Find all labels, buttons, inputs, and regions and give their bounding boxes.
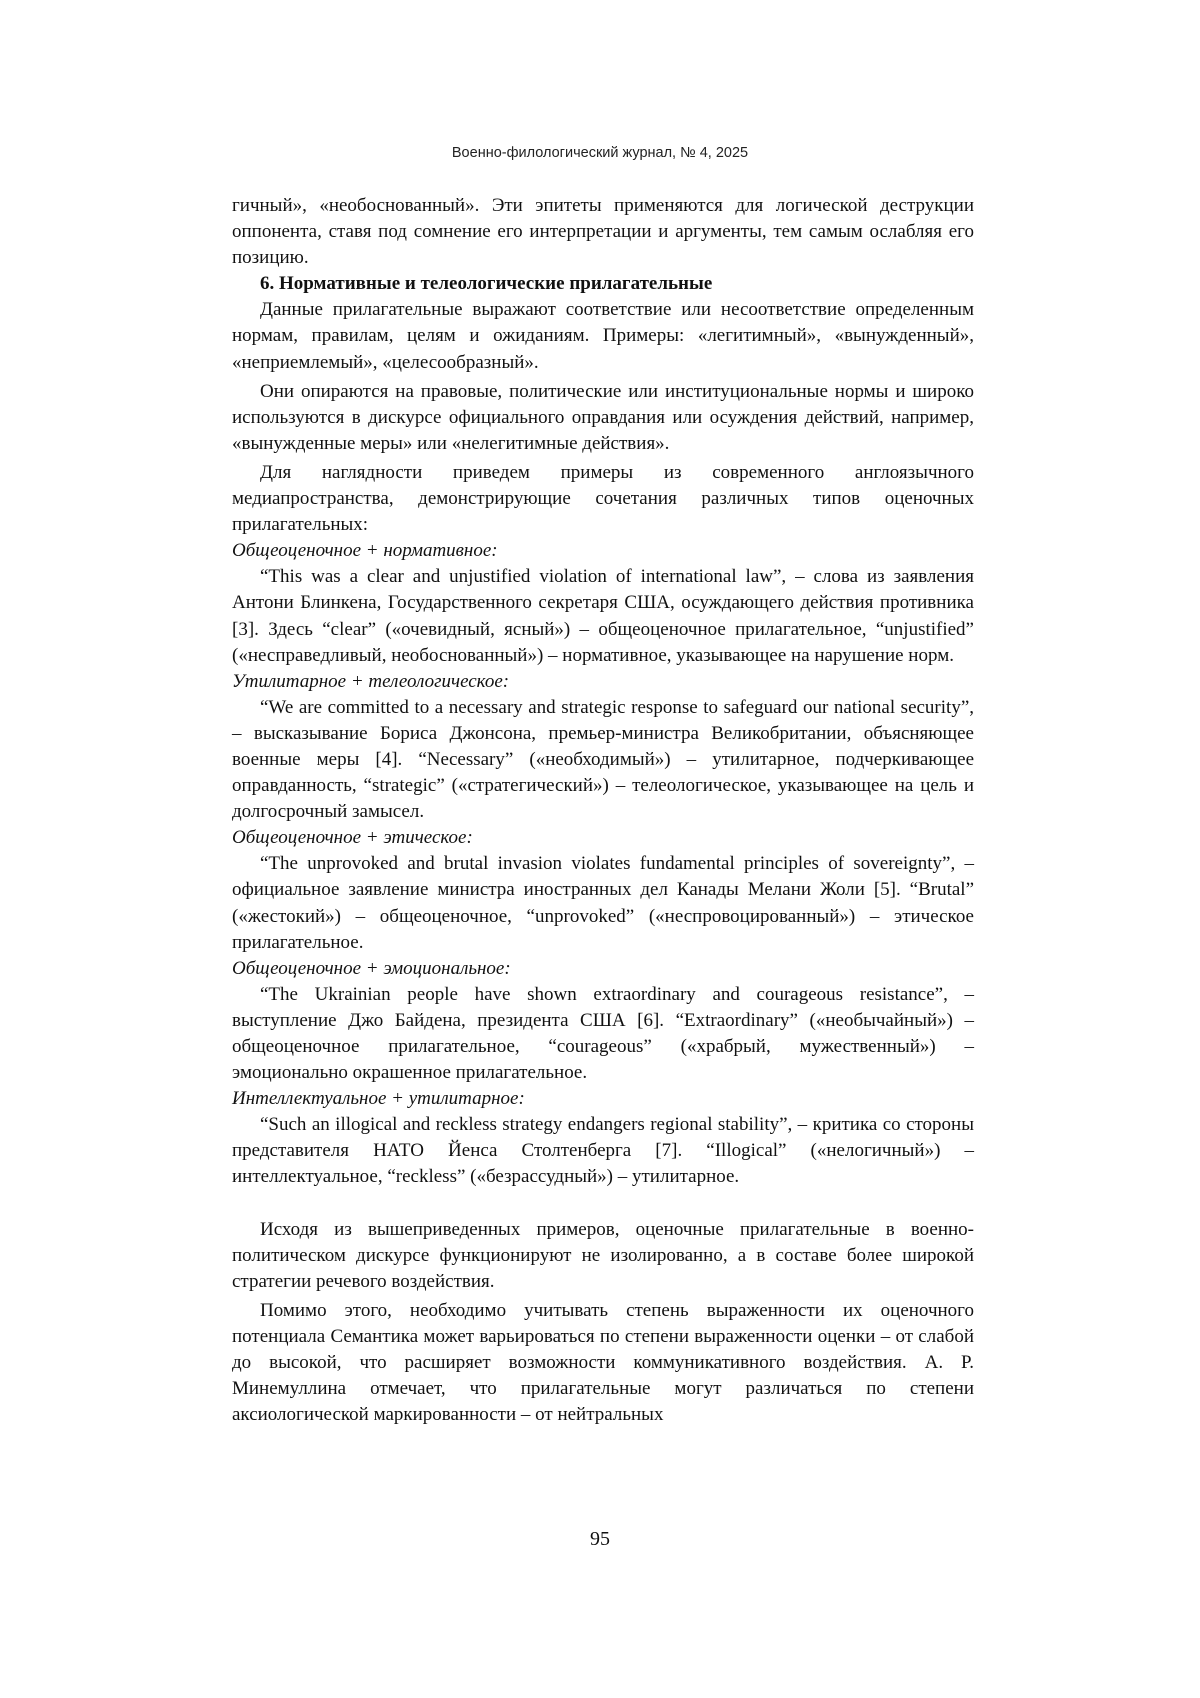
category-label: Общеоценочное + нормативное: <box>232 540 498 562</box>
category-label: Утилитарное + телеологическое: <box>232 670 510 692</box>
running-header: Военно-филологический журнал, № 4, 2025 <box>451 145 749 161</box>
paragraph: Исходя из вышеприведенных примеров, оценочные прилагательные в военно-политическом дискурсе функционируют не изолированно, а в составе более широкой стратегии речевого воздействия. <box>232 1218 974 1292</box>
example-paragraph: “The Ukrainian people have shown extraordinary and courageous resistance”, – выступление Джо Байдена, президента США [6]. “Extraordinary” («необычайный») – общеоценочное прилагательное, “courageous” («храбрый, мужественный») – эмоционально окрашенное прилагательное. <box>232 983 974 1084</box>
paragraph-continuation: гичный», «необоснованный». Эти эпитеты применяются для логической деструкции оппонента, ставя под сомнение его интерпретации и аргументы, тем самым ослабляя его позицию. <box>232 195 974 269</box>
example-paragraph: “We are committed to a necessary and strategic response to safeguard our national security”, – высказывание Бориса Джонсона, премьер-министра Великобритании, объясняющее военные меры [4]. “Necessary” («необходимый») – утилитарное, подчеркивающее оправданность, “strategic” («стратегический») – телеологическое, указывающее на цель и долгосрочный замысел. <box>232 696 974 823</box>
category-label: Общеоценочное + эмоциональное: <box>232 957 511 979</box>
example-paragraph: “Such an illogical and reckless strategy endangers regional stability”, – критика со стороны представителя НАТО Йенса Столтенберга [7]. “Illogical” («нелогичный») – интеллектуальное, “reckless” («безрассудный») – утилитарное. <box>232 1114 974 1188</box>
paragraph: Для наглядности приведем примеры из современного англоязычного медиапространства, демонстрирующие сочетания различных типов оценочных прилагательных: <box>232 461 974 536</box>
paragraph: Они опираются на правовые, политические или институциональные нормы и широко используются в дискурсе официального оправдания или осуждения действий, например, «вынужденные меры» или «нелегитимные действия». <box>232 380 974 454</box>
section-heading: 6. Нормативные и телеологические прилагательные <box>260 273 713 295</box>
example-paragraph: “The unprovoked and brutal invasion violates fundamental principles of sovereignty”, – официальное заявление министра иностранных дел Канады Мелани Жоли [5]. “Brutal” («жестокий») – общеоценочное, “unprovoked” («неспровоцированный») – этическое прилагательное. <box>232 853 974 953</box>
category-label: Интеллектуальное + утилитарное: <box>232 1088 525 1110</box>
category-label: Общеоценочное + этическое: <box>232 827 473 849</box>
paragraph: Данные прилагательные выражают соответствие или несоответствие определенным нормам, правилам, целям и ожиданиям. Примеры: «легитимный», «вынужденный», «неприемлемый», «целесообразный». <box>232 299 974 373</box>
body-text <box>232 193 974 1428</box>
page-number: 95 <box>590 1528 610 1550</box>
example-paragraph: “This was a clear and unjustified violation of international law”, – слова из заявления Антони Блинкена, Государственного секретаря США, осуждающего действия противника [3]. Здесь “clear” («очевидный, ясный») – общеоценочное прилагательное, “unjustified” («несправедливый, необоснованный») – нормативное, указывающее на нарушение норм. <box>232 566 974 666</box>
paragraph: Помимо этого, необходимо учитывать степень выраженности их оценочного потенциала Семантика может варьироваться по степени выраженности оценки – от слабой до высокой, что расширяет возможности коммуникативного воздействия. А. Р. Минемуллина отмечает, что прилагательные могут различаться по степени аксиологической маркированности – от нейтральных <box>232 1299 974 1426</box>
